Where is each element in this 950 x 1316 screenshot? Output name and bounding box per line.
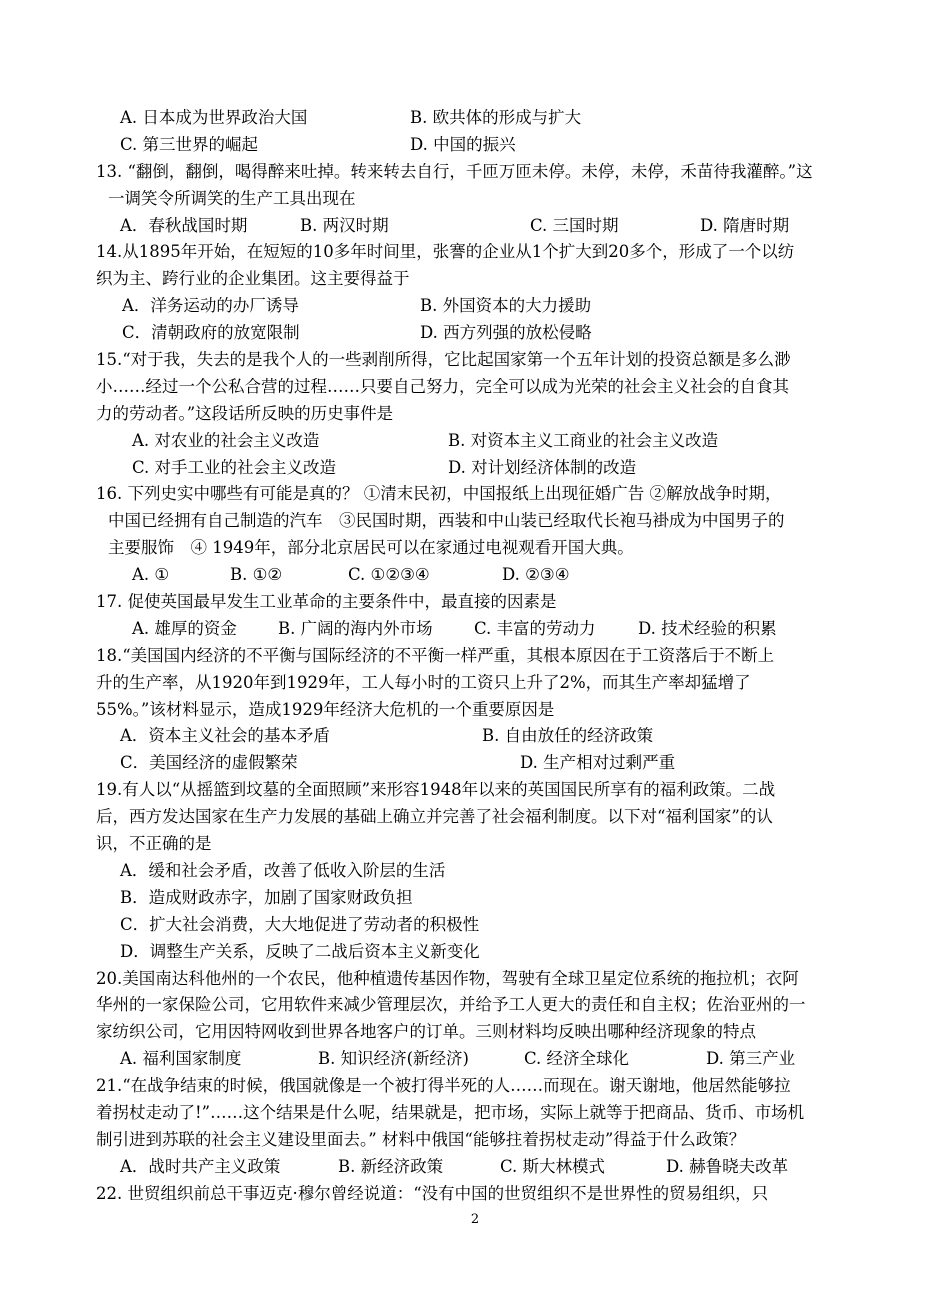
q15-option-c: C. 对手工业的社会主义改造 xyxy=(132,457,337,477)
q12-option-d: D. 中国的振兴 xyxy=(410,134,516,154)
q17-option-b: B. 广阔的海内外市场 xyxy=(278,618,433,638)
q19-option-a: A．缓和社会矛盾，改善了低收入阶层的生活 xyxy=(120,860,446,880)
q13-stem-line1: 13. “翻倒，翻倒，喝得醉来吐掉。转来转去自行，千匝万匝未停。未停，未停，禾苗待我灌醉。”这 xyxy=(96,161,813,181)
q14-option-c: C．清朝政府的放宽限制 xyxy=(122,323,300,343)
q22-stem-line1: 22. 世贸组织前总干事迈克·穆尔曾经说道：“没有中国的世贸组织不是世界性的贸易组织，只 xyxy=(96,1183,769,1203)
q20-option-b: B. 知识经济(新经济) xyxy=(318,1049,469,1069)
q12-option-b: B. 欧共体的形成与扩大 xyxy=(410,108,582,127)
page-number: 2 xyxy=(470,1212,480,1227)
q21-option-a: A．战时共产主义政策 xyxy=(120,1156,281,1176)
q13-options xyxy=(96,213,854,240)
q14-option-b: B. 外国资本的大力援助 xyxy=(420,296,592,316)
q20-option-c: C. 经济全球化 xyxy=(524,1049,630,1069)
q21-option-d: D. 赫鲁晓夫改革 xyxy=(666,1156,789,1176)
q12-options-row2 xyxy=(96,132,854,159)
q19-stem-line1: 19.有人以“从摇篮到坟墓的全面照顾”来形容1948年以来的英国国民所享有的福利政策。二战 xyxy=(96,780,776,800)
q16-options xyxy=(96,562,854,589)
q16-option-d: D. ②③④ xyxy=(502,565,570,585)
q21-stem-line2: 着拐杖走动了!”……这个结果是什么呢，结果就是，把市场，实际上就等于把商品、货币、市场机 xyxy=(96,1102,805,1122)
q17-option-d: D. 技术经验的积累 xyxy=(638,618,777,638)
q18-option-d: D. 生产相对过剩严重 xyxy=(520,753,676,773)
q17-stem-line1: 17. 促使英国最早发生工业革命的主要条件中，最直接的因素是 xyxy=(96,592,557,612)
q19-option-c: C．扩大社会消费，大大地促进了劳动者的积极性 xyxy=(120,914,480,934)
q14-stem-line2: 织为主、跨行业的企业集团。这主要得益于 xyxy=(96,269,410,289)
q13-stem-line2: 一调笑令所调笑的生产工具出现在 xyxy=(108,188,356,208)
q15-option-d: D. 对计划经济体制的改造 xyxy=(448,457,637,477)
q21-stem-line3: 制引进到苏联的社会主义建设里面去。” 材料中俄国“能够拄着拐杖走动”得益于什么政策？ xyxy=(96,1129,746,1149)
q12-options-row1 xyxy=(96,105,854,132)
q21-option-b: B. 新经济政策 xyxy=(338,1156,444,1176)
q20-stem-line2: 华州的一家保险公司，它用软件来减少管理层次，并给予工人更大的责任和自主权；佐治亚州的一 xyxy=(96,995,806,1015)
q12-option-c: C. 第三世界的崛起 xyxy=(120,134,259,154)
q16-option-a: A. ① xyxy=(132,565,170,585)
q17-options xyxy=(96,616,854,643)
q20-option-a: A. 福利国家制度 xyxy=(120,1049,242,1069)
q18-stem-line1: 18.“美国国内经济的不平衡与国际经济的不平衡一样严重，其根本原因在于工资落后于不断上 xyxy=(96,645,775,665)
q18-options-row2 xyxy=(96,750,854,777)
q13-option-b: B. 两汉时期 xyxy=(300,215,389,235)
q18-stem-line3: 55%。”该材料显示，造成1929年经济大危机的一个重要原因是 xyxy=(96,699,555,719)
q15-stem-line2: 小……经过一个公私合营的过程……只要自己努力，完全可以成为光荣的社会主义社会的自食其 xyxy=(96,376,789,396)
q21-stem-line1: 21.“在战争结束的时候，俄国就像是一个被打得半死的人……而现在。谢天谢地，他居然能够拉 xyxy=(96,1076,791,1096)
q20-option-d: D. 第三产业 xyxy=(706,1049,796,1069)
q16-option-b: B. ①② xyxy=(230,565,283,585)
q16-stem-line1: 16. 下列史实中哪些有可能是真的？ ①清末民初，中国报纸上出现征婚广告 ②解放战争时期， xyxy=(96,484,782,504)
q16-stem-line3: 主要服饰 ④ 1949年，部分北京居民可以在家通过电视观看开国大典。 xyxy=(108,538,634,558)
q19-option-b: B．造成财政赤字，加剧了国家财政负担 xyxy=(120,887,413,907)
q19-option-d: D．调整生产关系，反映了二战后资本主义新变化 xyxy=(120,941,480,961)
q12-option-a: A. 日本成为世界政治大国 xyxy=(120,108,308,127)
q20-stem-line3: 家纺织公司，它用因特网收到世界各地客户的订单。三则材料均反映出哪种经济现象的特点 xyxy=(96,1022,756,1042)
q13-option-d: D. 隋唐时期 xyxy=(700,215,790,235)
q13-option-a: A．春秋战国时期 xyxy=(120,215,248,235)
q19-stem-line2: 后，西方发达国家在生产力发展的基础上确立并完善了社会福利制度。以下对“福利国家”的认 xyxy=(96,807,773,827)
q14-option-d: D. 西方列强的放松侵略 xyxy=(420,323,592,343)
q14-stem-line1: 14.从1895年开始，在短短的10多年时间里，张謇的企业从1个扩大到20多个，形成了一个以纺 xyxy=(96,242,795,262)
q15-option-b: B. 对资本主义工商业的社会主义改造 xyxy=(448,430,719,450)
q18-option-a: A．资本主义社会的基本矛盾 xyxy=(120,726,330,746)
q18-option-b: B. 自由放任的经济政策 xyxy=(482,726,654,746)
q14-options-row2 xyxy=(96,320,854,347)
q13-option-c: C. 三国时期 xyxy=(530,215,619,235)
q21-option-c: C. 斯大林模式 xyxy=(500,1156,606,1176)
q16-option-c: C. ①②③④ xyxy=(348,565,430,585)
q15-options-row1 xyxy=(96,428,854,455)
q17-option-c: C. 丰富的劳动力 xyxy=(474,618,596,638)
q14-options-row1 xyxy=(96,293,854,320)
q19-stem-line3: 识，不正确的是 xyxy=(96,834,212,854)
q16-stem-line2: 中国已经拥有自己制造的汽车 ③民国时期，西装和中山装已经取代长袍马褂成为中国男子的 xyxy=(108,511,785,531)
q21-options xyxy=(96,1154,854,1181)
q17-option-a: A. 雄厚的资金 xyxy=(132,618,237,638)
q18-stem-line2: 升的生产率，从1920年到1929年，工人每小时的工资只上升了2%，而其生产率却猛增了 xyxy=(96,672,751,692)
q18-options-row1 xyxy=(96,723,854,750)
q20-options xyxy=(96,1046,854,1073)
q15-stem-line1: 15.“对于我，失去的是我个人的一些剥削所得，它比起国家第一个五年计划的投资总额是多么渺 xyxy=(96,350,791,370)
q15-stem-line3: 力的劳动者。”这段话所反映的历史事件是 xyxy=(96,403,394,423)
q14-option-a: A．洋务运动的办厂诱导 xyxy=(122,296,299,316)
q15-option-a: A. 对农业的社会主义改造 xyxy=(132,430,320,450)
q15-options-row2 xyxy=(96,455,854,482)
q20-stem-line1: 20.美国南达科他州的一个农民，他种植遗传基因作物，驾驶有全球卫星定位系统的拖拉机；衣阿 xyxy=(96,968,799,988)
q18-option-c: C．美国经济的虚假繁荣 xyxy=(120,753,298,773)
